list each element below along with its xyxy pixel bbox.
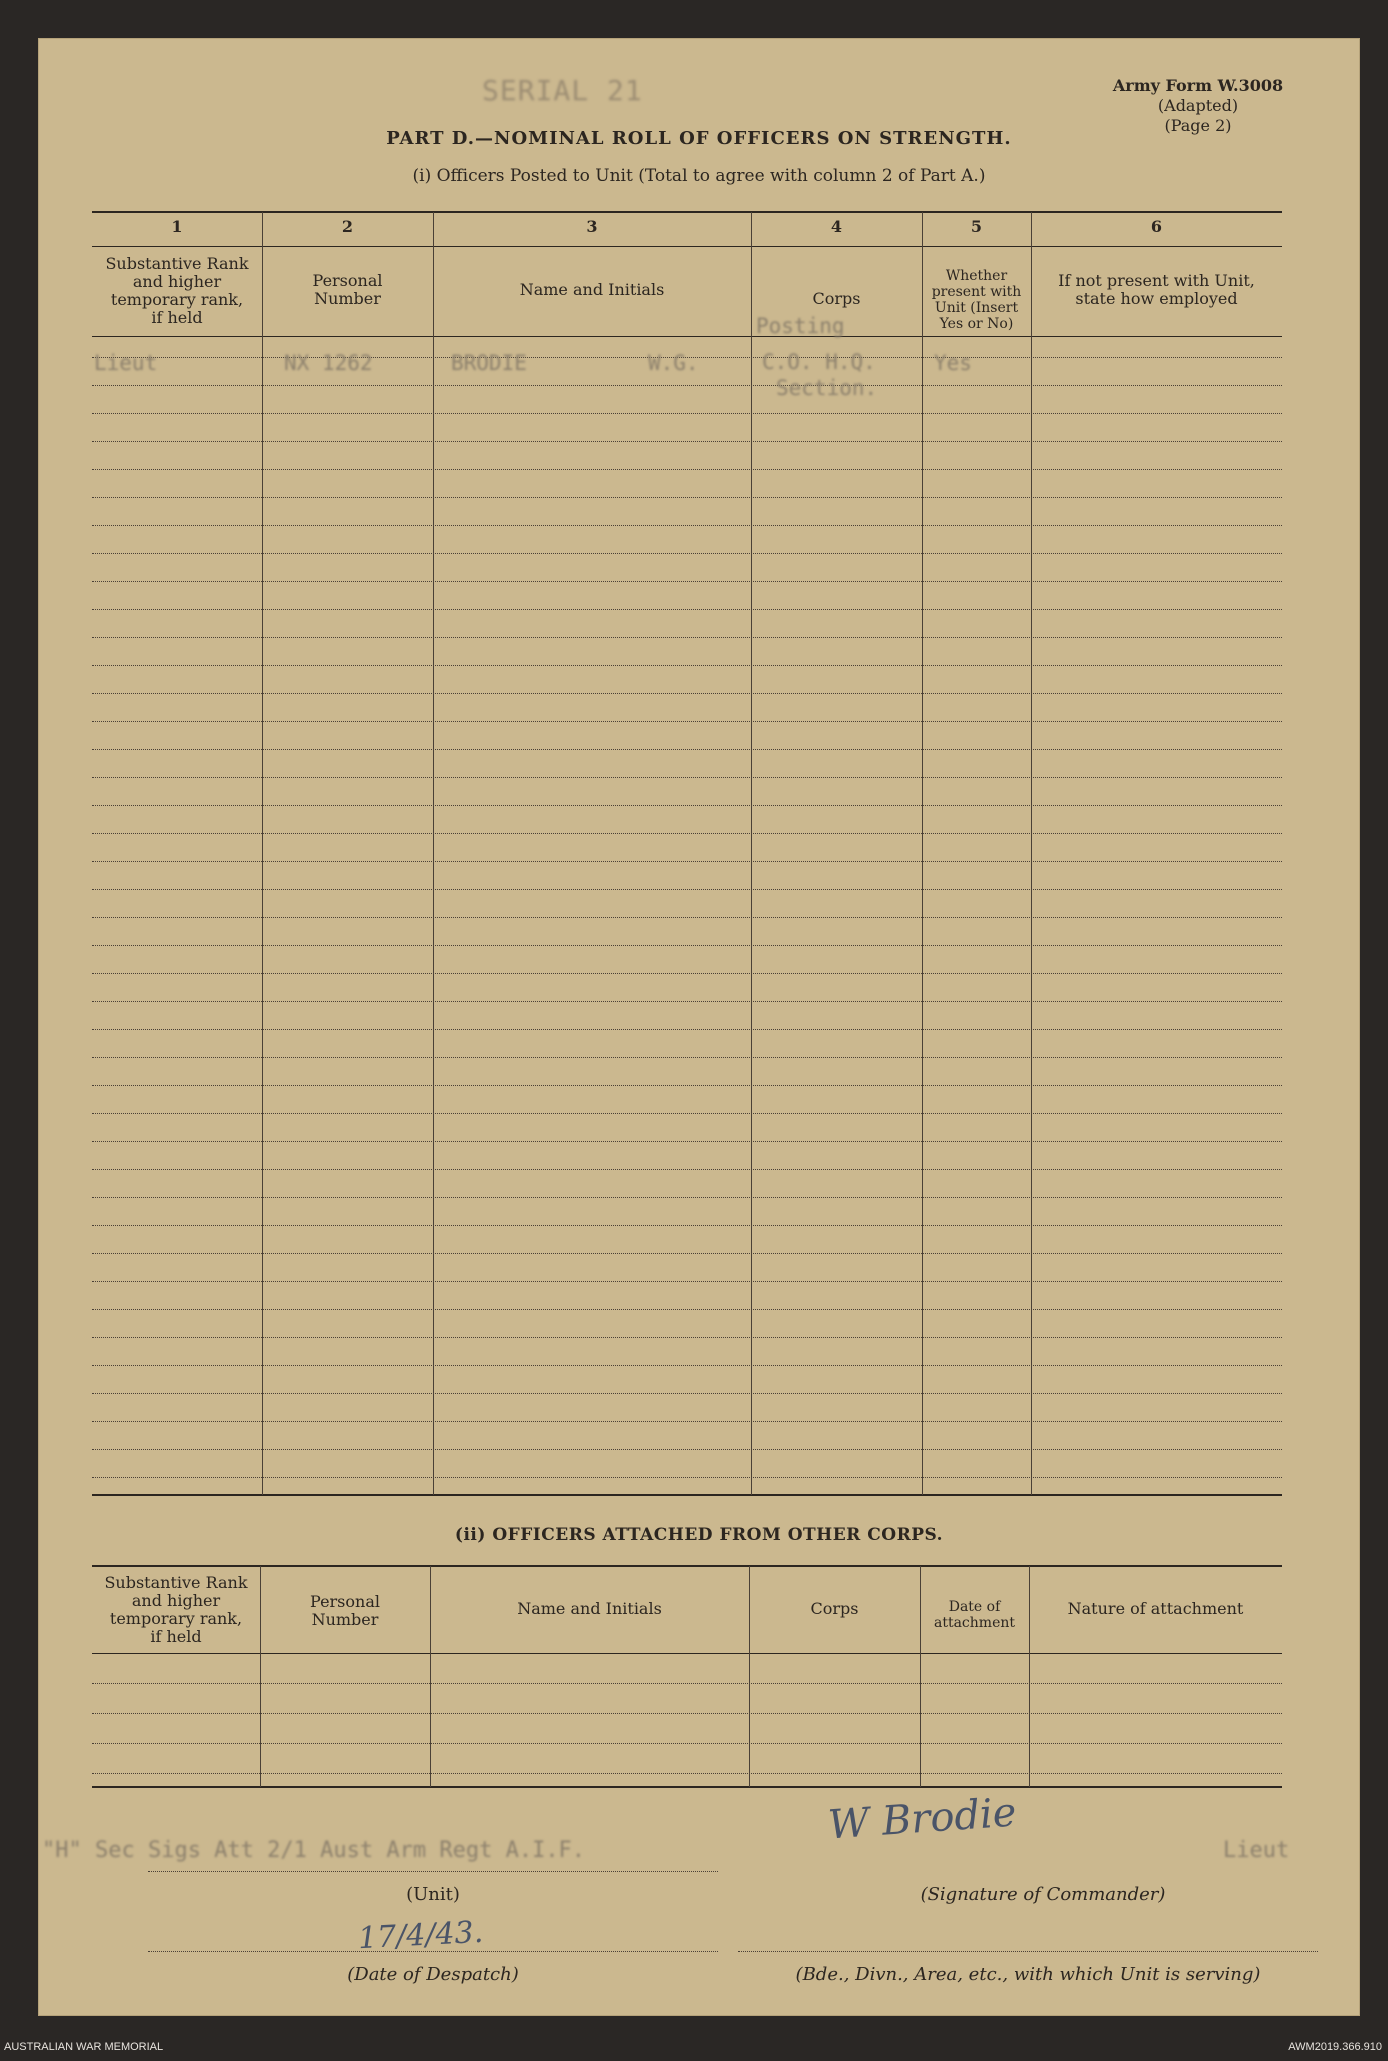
entry-name: BRODIE (451, 351, 527, 375)
ruling-line (92, 1713, 1282, 1714)
header-present (922, 268, 1031, 332)
page-subtitle: (i) Officers Posted to Unit (Total to agree with column 2 of Part A.) (412, 166, 986, 186)
entry-initials: W.G. (648, 351, 699, 375)
ruling-line (92, 497, 1282, 498)
t2-header-corps: Corps (810, 1599, 859, 1618)
header-line: Number (311, 1610, 379, 1629)
ruling-line (92, 1477, 1282, 1478)
ruling-line (92, 833, 1282, 834)
ruling-line (92, 973, 1282, 974)
ruling-line (92, 581, 1282, 582)
ruling-line (92, 1253, 1282, 1254)
table2-header-rule (92, 1653, 1282, 1654)
page-title: PART D.—NOMINAL ROLL OF OFFICERS ON STRENGTH. (386, 128, 1012, 149)
header-line: present with (931, 284, 1022, 300)
header-line: temporary rank, (110, 290, 244, 309)
table1-number-rule (92, 246, 1282, 247)
ruling-line (92, 1113, 1282, 1114)
table1-col-sep (262, 212, 263, 1495)
table1-col-sep (1031, 212, 1032, 1495)
ruling-line (92, 1281, 1282, 1282)
ruling-line (92, 1057, 1282, 1058)
header-line: attachment (933, 1615, 1015, 1631)
header-line: and higher (132, 272, 222, 291)
unit-label: (Unit) (406, 1884, 460, 1905)
entry-rank: Lieut (94, 351, 158, 375)
bde-line (738, 1951, 1318, 1952)
header-line: Whether (945, 268, 1008, 284)
ruling-line (92, 1449, 1282, 1450)
column-number: 4 (830, 217, 843, 236)
ruling-line (92, 1141, 1282, 1142)
ruling-line (92, 693, 1282, 694)
date-label: (Date of Despatch) (347, 1964, 519, 1985)
serial-stamp: SERIAL 21 (482, 74, 643, 107)
header-personal-number (262, 272, 433, 308)
bde-label: (Bde., Divn., Area, etc., with which Unit is serving) (795, 1964, 1261, 1985)
t2-header-date (920, 1599, 1029, 1631)
ruling-line (92, 889, 1282, 890)
header-line: Number (314, 289, 381, 308)
ruling-line (92, 721, 1282, 722)
form-identifier (1078, 76, 1318, 136)
table1-header-rule (92, 336, 1282, 337)
entry-corps-line2: C.O. H.Q. (762, 350, 876, 374)
ruling-line (92, 1197, 1282, 1198)
rank-typed: Lieut (1223, 1838, 1290, 1863)
table1-col-sep (922, 212, 923, 1495)
column-number: 5 (970, 217, 983, 236)
ruling-line (92, 1743, 1282, 1744)
header-rank (92, 255, 262, 327)
ruling-line (92, 1309, 1282, 1310)
header-corps: Corps (812, 289, 861, 308)
document-page (38, 38, 1360, 2016)
ruling-line (92, 1169, 1282, 1170)
ruling-line (92, 1365, 1282, 1366)
form-page: (Page 2) (1164, 116, 1232, 135)
header-line: if held (151, 308, 203, 327)
ruling-line (92, 665, 1282, 666)
header-employed (1031, 272, 1282, 308)
despatch-date: 17/4/43. (357, 1914, 485, 1957)
header-line: state how employed (1075, 289, 1238, 308)
header-line: Personal (310, 1592, 380, 1611)
ruling-line (92, 1393, 1282, 1394)
t2-header-personal-number (260, 1593, 430, 1629)
archive-institution: AUSTRALIAN WAR MEMORIAL (4, 2041, 164, 2053)
entry-corps-line1: Posting (756, 314, 845, 338)
ruling-line (92, 525, 1282, 526)
ruling-line (92, 749, 1282, 750)
ruling-line (92, 1085, 1282, 1086)
header-line: Date of (948, 1599, 1001, 1615)
header-name: Name and Initials (519, 280, 665, 299)
ruling-line (92, 609, 1282, 610)
unit-line (148, 1871, 718, 1872)
attached-officers-title: (ii) OFFICERS ATTACHED FROM OTHER CORPS. (454, 1525, 944, 1545)
archive-accession: AWM2019.366.910 (1288, 2041, 1382, 2053)
ruling-line (92, 1225, 1282, 1226)
header-line: Yes or No) (939, 316, 1014, 332)
entry-corps-line3: Section. (776, 376, 878, 400)
header-line: if held (150, 1627, 202, 1646)
column-number: 6 (1150, 217, 1163, 236)
ruling-line (92, 469, 1282, 470)
entry-number: NX 1262 (284, 351, 373, 375)
table2-bottom-rule (92, 1786, 1282, 1788)
header-line: Personal (312, 271, 383, 290)
table1-top-rule (92, 211, 1282, 213)
ruling-line (92, 553, 1282, 554)
ruling-line (92, 945, 1282, 946)
ruling-line (92, 441, 1282, 442)
commander-signature: W Brodie (826, 1789, 1018, 1849)
table1-col-sep (433, 212, 434, 1495)
header-line: and higher (131, 1591, 221, 1610)
header-line: Substantive Rank (104, 1573, 248, 1592)
header-line: temporary rank, (109, 1609, 243, 1628)
ruling-line (92, 637, 1282, 638)
ruling-line (92, 1029, 1282, 1030)
t2-header-nature: Nature of attachment (1067, 1599, 1244, 1618)
t2-header-name: Name and Initials (517, 1599, 662, 1618)
ruling-line (92, 805, 1282, 806)
ruling-line (92, 861, 1282, 862)
ruling-line (92, 413, 1282, 414)
ruling-line (92, 1421, 1282, 1422)
header-line: Substantive Rank (105, 254, 249, 273)
table2-top-rule (92, 1565, 1282, 1567)
ruling-line (92, 1773, 1282, 1774)
ruling-line (92, 385, 1282, 386)
ruling-line (92, 917, 1282, 918)
column-number: 1 (171, 217, 183, 236)
date-line (148, 1951, 718, 1952)
column-number: 2 (341, 217, 354, 236)
ruling-line (92, 1683, 1282, 1684)
signature-label: (Signature of Commander) (920, 1884, 1166, 1905)
ruling-line (92, 777, 1282, 778)
table1-bottom-rule (92, 1494, 1282, 1496)
entry-present: Yes (934, 351, 972, 375)
ruling-line (92, 1001, 1282, 1002)
header-line: If not present with Unit, (1058, 271, 1255, 290)
t2-header-rank (92, 1574, 260, 1646)
form-name: Army Form W.3008 (1112, 76, 1284, 95)
header-line: Unit (Insert (934, 300, 1019, 316)
unit-typed: "H" Sec Sigs Att 2/1 Aust Arm Regt A.I.F. (42, 1838, 586, 1863)
ruling-line (92, 1337, 1282, 1338)
form-adapted: (Adapted) (1157, 96, 1239, 115)
table1-col-sep (751, 212, 752, 1495)
column-number: 3 (586, 217, 598, 236)
